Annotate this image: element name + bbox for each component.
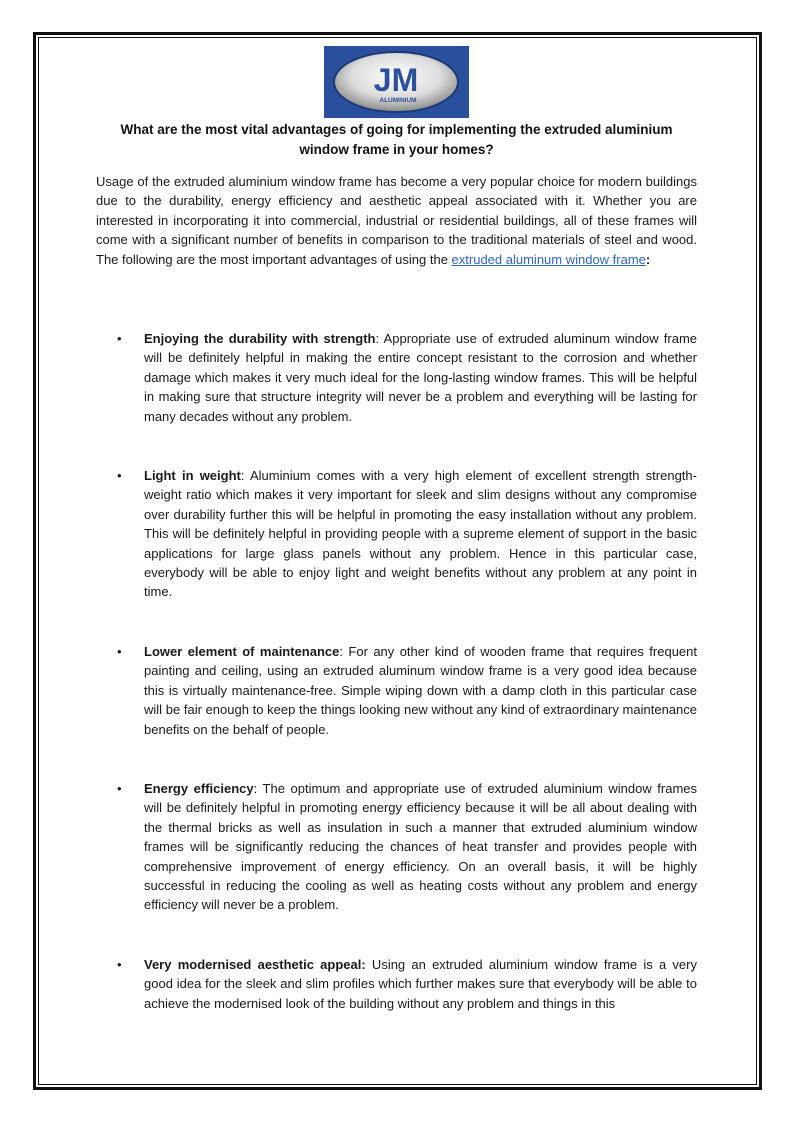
bullet-item [117, 779, 698, 915]
extruded-aluminum-window-frame-link[interactable]: extruded aluminum window frame [451, 251, 646, 267]
bullet-sep: : [339, 644, 344, 659]
document-title: What are the most vital advantages of going for implementing the extruded aluminium window frame in your homes? [120, 122, 673, 157]
bullet-heading: Lower element of maintenance [144, 644, 340, 659]
bullet-dot: • [117, 781, 122, 796]
bullet-text: The optimum and appropriate use of extruded aluminium window frames will be definitely helpful in promoting energy efficiency because it will be all about dealing with the thermal bricks as well as insulation in such a manner that extruded aluminium window frames will be significantly reducing the chances of heat transfer and provides people with comprehensive improvement of energy efficiency. On an overall basis, it will be highly successful in reducing the cooling as well as heating costs without any problem and energy efficiency will never be a problem. [144, 781, 698, 913]
logo-text: JM [373, 62, 419, 98]
bullet-sep: : [253, 781, 258, 796]
jm-aluminium-logo [324, 46, 469, 118]
bullet-text: Appropriate use of extruded aluminum window frame will be definitely helpful in making the entire concept resistant to the corrosion and whether damage which makes it very much ideal for the long-lasting window frames. This will be helpful in making sure that structure integrity will never be a problem and everything will be lasting for many decades without any problem. [144, 331, 697, 424]
intro-text: Usage of the extruded aluminium window frame has become a very popular choice for modern buildings due to the durability, energy efficiency and aesthetic appeal associated with it. Whether you are interested in incorporating it into commercial, industrial or residential buildings, all of these frames will come with a significant number of benefits in comparison to the traditional materials of steel and wood. The following are the most important advantages of using the [96, 174, 697, 267]
bullet-item [117, 642, 697, 739]
bullet-dot: • [117, 468, 122, 483]
bullet-sep: : [240, 468, 245, 483]
bullet-dot: • [117, 644, 122, 659]
bullet-item [117, 329, 697, 426]
bullet-dot: • [117, 957, 122, 972]
intro-suffix: : [645, 251, 651, 267]
bullet-item [117, 955, 697, 1013]
bullet-heading: Enjoying the durability with strength [144, 331, 376, 346]
intro-paragraph [96, 172, 697, 269]
logo-subtext: ALUMINIUM [379, 97, 417, 104]
bullet-item [117, 466, 697, 602]
bullet-text: Using an extruded aluminium window frame is a very good idea for the sleek and slim profiles which further makes sure that everybody will be able to achieve the modernised look of the building without any problem and things in this [144, 957, 697, 1011]
bullet-sep: : [375, 331, 380, 346]
bullet-heading: Light in weight [144, 468, 241, 483]
bullet-dot: • [117, 331, 122, 346]
bullet-text: Aluminium comes with a very high element of excellent strength strength-weight ratio which makes it very important for sleek and slim designs without any compromise over durability further this will be helpful in promoting the easy installation without any problem. This will be definitely helpful in providing people with a supreme element of support in the basic applications for large glass panels without any problem. Hence in this particular case, everybody will be able to enjoy light and weight benefits without any problem at any point in time. [144, 468, 697, 600]
bullet-heading: Energy efficiency [144, 781, 254, 796]
bullet-heading: Very modernised aesthetic appeal: [144, 957, 366, 972]
bullet-text: For any other kind of wooden frame that requires frequent painting and ceiling, using an extruded aluminum window frame is a very good idea because this is virtually maintenance-free. Simple wiping down with a damp cloth in this particular case will be fair enough to keep the things looking new without any kind of extraordinary maintenance benefits on the behalf of people. [144, 644, 697, 737]
